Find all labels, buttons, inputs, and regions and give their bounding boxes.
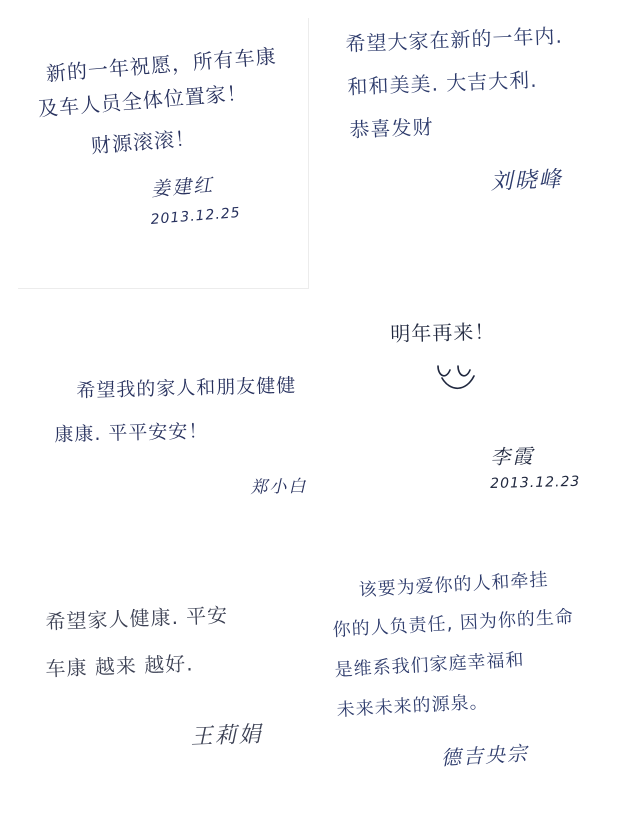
note-line: 希望大家在新的一年内. <box>345 23 564 56</box>
note-line: 该要为爱你的人和牵挂 <box>358 569 549 601</box>
note-top-right <box>345 23 625 196</box>
note-bottom-right <box>330 569 630 771</box>
note-top-left <box>37 43 310 228</box>
signature: 王莉娟 <box>190 722 264 750</box>
signature: 刘晓峰 <box>490 167 564 195</box>
note-line: 未来未来的源泉。 <box>336 691 490 722</box>
note-line: 财源滚滚！ <box>90 125 197 158</box>
signature: 郑小白 <box>250 476 308 499</box>
note-line: 明年再来！ <box>390 319 496 346</box>
note-line: 康康. 平平安安！ <box>54 419 209 446</box>
note-middle-left <box>54 374 330 499</box>
note-line: 和和美美. 大吉大利. <box>347 67 538 99</box>
date: 2013.12.25 <box>150 204 242 228</box>
signature: 姜建红 <box>150 174 215 201</box>
note-line: 希望我的家人和朋友健健 <box>76 374 297 402</box>
note-line: 车康 越来 越好. <box>45 651 194 681</box>
note-middle-right <box>390 320 610 492</box>
smiley-face-icon <box>432 362 492 392</box>
note-line: 你的人负责任, 因为你的生命 <box>332 606 575 642</box>
note-bottom-left <box>45 602 325 751</box>
note-line: 希望家人健康. 平安 <box>45 602 229 634</box>
date: 2013.12.23 <box>490 473 581 492</box>
note-line: 及车人员全体位置家！ <box>37 80 249 121</box>
note-line: 新的一年祝愿，所有车康 <box>45 43 278 86</box>
note-line: 是维系我们家庭幸福和 <box>334 649 525 682</box>
signature: 德吉央宗 <box>440 741 530 771</box>
signature: 李霞 <box>490 443 535 469</box>
note-line: 恭喜发财 <box>349 114 434 142</box>
